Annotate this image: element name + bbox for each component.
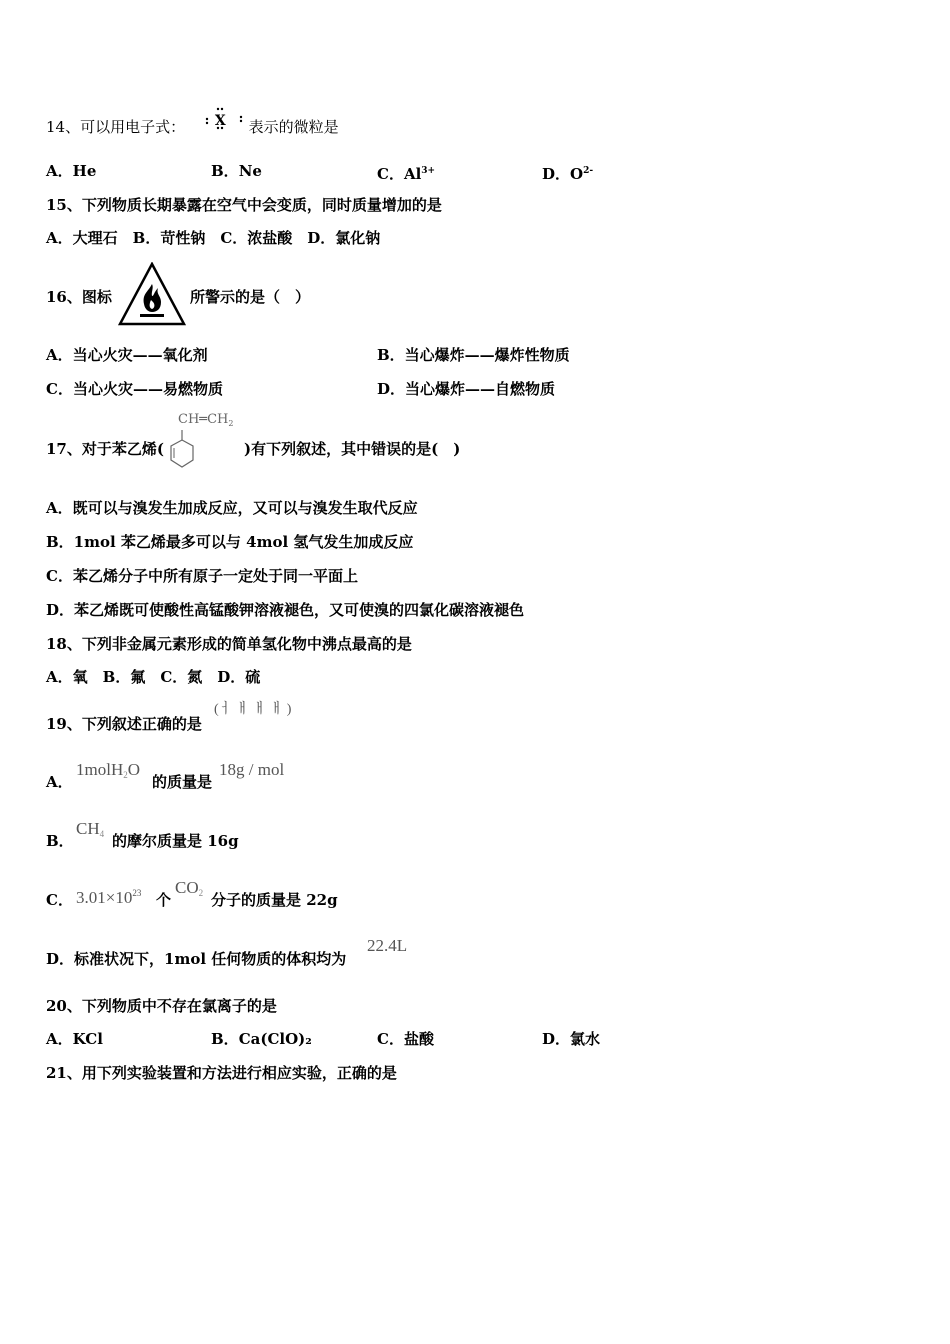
- q17-option-c: C．苯乙烯分子中所有原子一定处于同一平面上: [46, 567, 358, 585]
- q14-stem: [46, 114, 339, 137]
- q14-text-before: 14、可以用电子式：: [46, 118, 186, 136]
- q16-option-d: D．当心爆炸——自燃物质: [377, 380, 556, 398]
- q19-option-a-label: A．: [46, 773, 73, 791]
- q17-option-b: B．1mol 苯乙烯最多可以与 4mol 氢气发生加成反应: [46, 533, 414, 551]
- q20-option-d: D．氯水: [542, 1030, 601, 1048]
- q14-option-d: D．$O^{2-}$: [542, 165, 594, 183]
- q20-stem: 20、下列物质中不存在氯离子的是: [46, 997, 277, 1015]
- q19-option-b-label: B．: [46, 832, 74, 850]
- q19-option-d: D．标准状况下，1mol 任何物质的体积均为: [46, 950, 347, 968]
- q16-option-a: A．当心火灾——氧化剂: [46, 346, 208, 364]
- q19-option-a-formula: 1molH$_2$O: [76, 760, 141, 780]
- q15-options: A．大理石 B．苛性钠 C．浓盐酸 D．氯化钠: [46, 229, 381, 247]
- styrene-structure: [168, 412, 244, 478]
- q19-option-c-tail: 分子的质量是 22g: [211, 891, 338, 909]
- q15-stem: 15、下列物质长期暴露在空气中会变质，同时质量增加的是: [46, 196, 442, 214]
- q17-option-d: D．苯乙烯既可使酸性高锰酸钾溶液褪色，又可使溴的四氯化碳溶液褪色: [46, 601, 525, 619]
- q14-option-b: B．Ne: [211, 162, 262, 180]
- q19-option-c-mid: 个: [156, 891, 172, 909]
- q20-option-b: B．Ca(ClO)₂: [211, 1030, 312, 1048]
- q20-option-c: C．盐酸: [377, 1030, 434, 1048]
- q17-stem-after: )有下列叙述，其中错误的是( ): [244, 440, 461, 458]
- flammable-warning-icon: [118, 262, 186, 326]
- q19-option-b-tail: 的摩尔质量是 16g: [112, 832, 239, 850]
- q17-stem-before: 17、对于苯乙烯(: [46, 440, 164, 458]
- q16-stem-before: 16、图标: [46, 288, 112, 306]
- q16-option-b: B．当心爆炸——爆炸性物质: [377, 346, 570, 364]
- q16-option-c: C．当心火灾——易燃物质: [46, 380, 223, 398]
- q18-options: A．氧 B．氟 C．氮 D．硫: [46, 668, 261, 686]
- q19-option-d-value: 22.4L: [367, 936, 408, 955]
- q14-text-after: 表示的微粒是: [248, 118, 339, 136]
- q21-stem: 21、用下列实验装置和方法进行相应实验，正确的是: [46, 1064, 397, 1082]
- q20-option-a: A．KCl: [46, 1030, 103, 1048]
- q16-stem-after: 所警示的是（ ）: [190, 288, 311, 306]
- q19-stem: 19、下列叙述正确的是: [46, 715, 202, 733]
- q19-paren: (ㅓ ㅐ ㅐ ㅐ ): [214, 702, 292, 717]
- q19-option-a-mid: 的质量是: [152, 773, 213, 791]
- electron-dot-formula: [204, 114, 244, 134]
- q17-option-a: A．既可以与溴发生加成反应，又可以与溴发生取代反应: [46, 499, 418, 517]
- q19-option-a-value: 18g / mol: [219, 760, 285, 779]
- styrene-vinyl-label: $CH═CH_2$: [178, 412, 234, 428]
- electron-symbol: X: [214, 113, 226, 129]
- q14-option-a: A．He: [46, 162, 97, 180]
- q19-option-c-label: C．: [46, 891, 73, 909]
- q19-option-b-formula: $CH_4$: [76, 819, 105, 839]
- benzene-ring-icon: [168, 412, 244, 478]
- q18-stem: 18、下列非金属元素形成的简单氢化物中沸点最高的是: [46, 635, 412, 653]
- q19-option-c-number: $3.01\times 10^{23}$: [76, 888, 142, 907]
- q19-option-c-formula: $CO_2$: [175, 878, 204, 898]
- q14-option-c: C．$Al^{3+}$: [377, 165, 436, 183]
